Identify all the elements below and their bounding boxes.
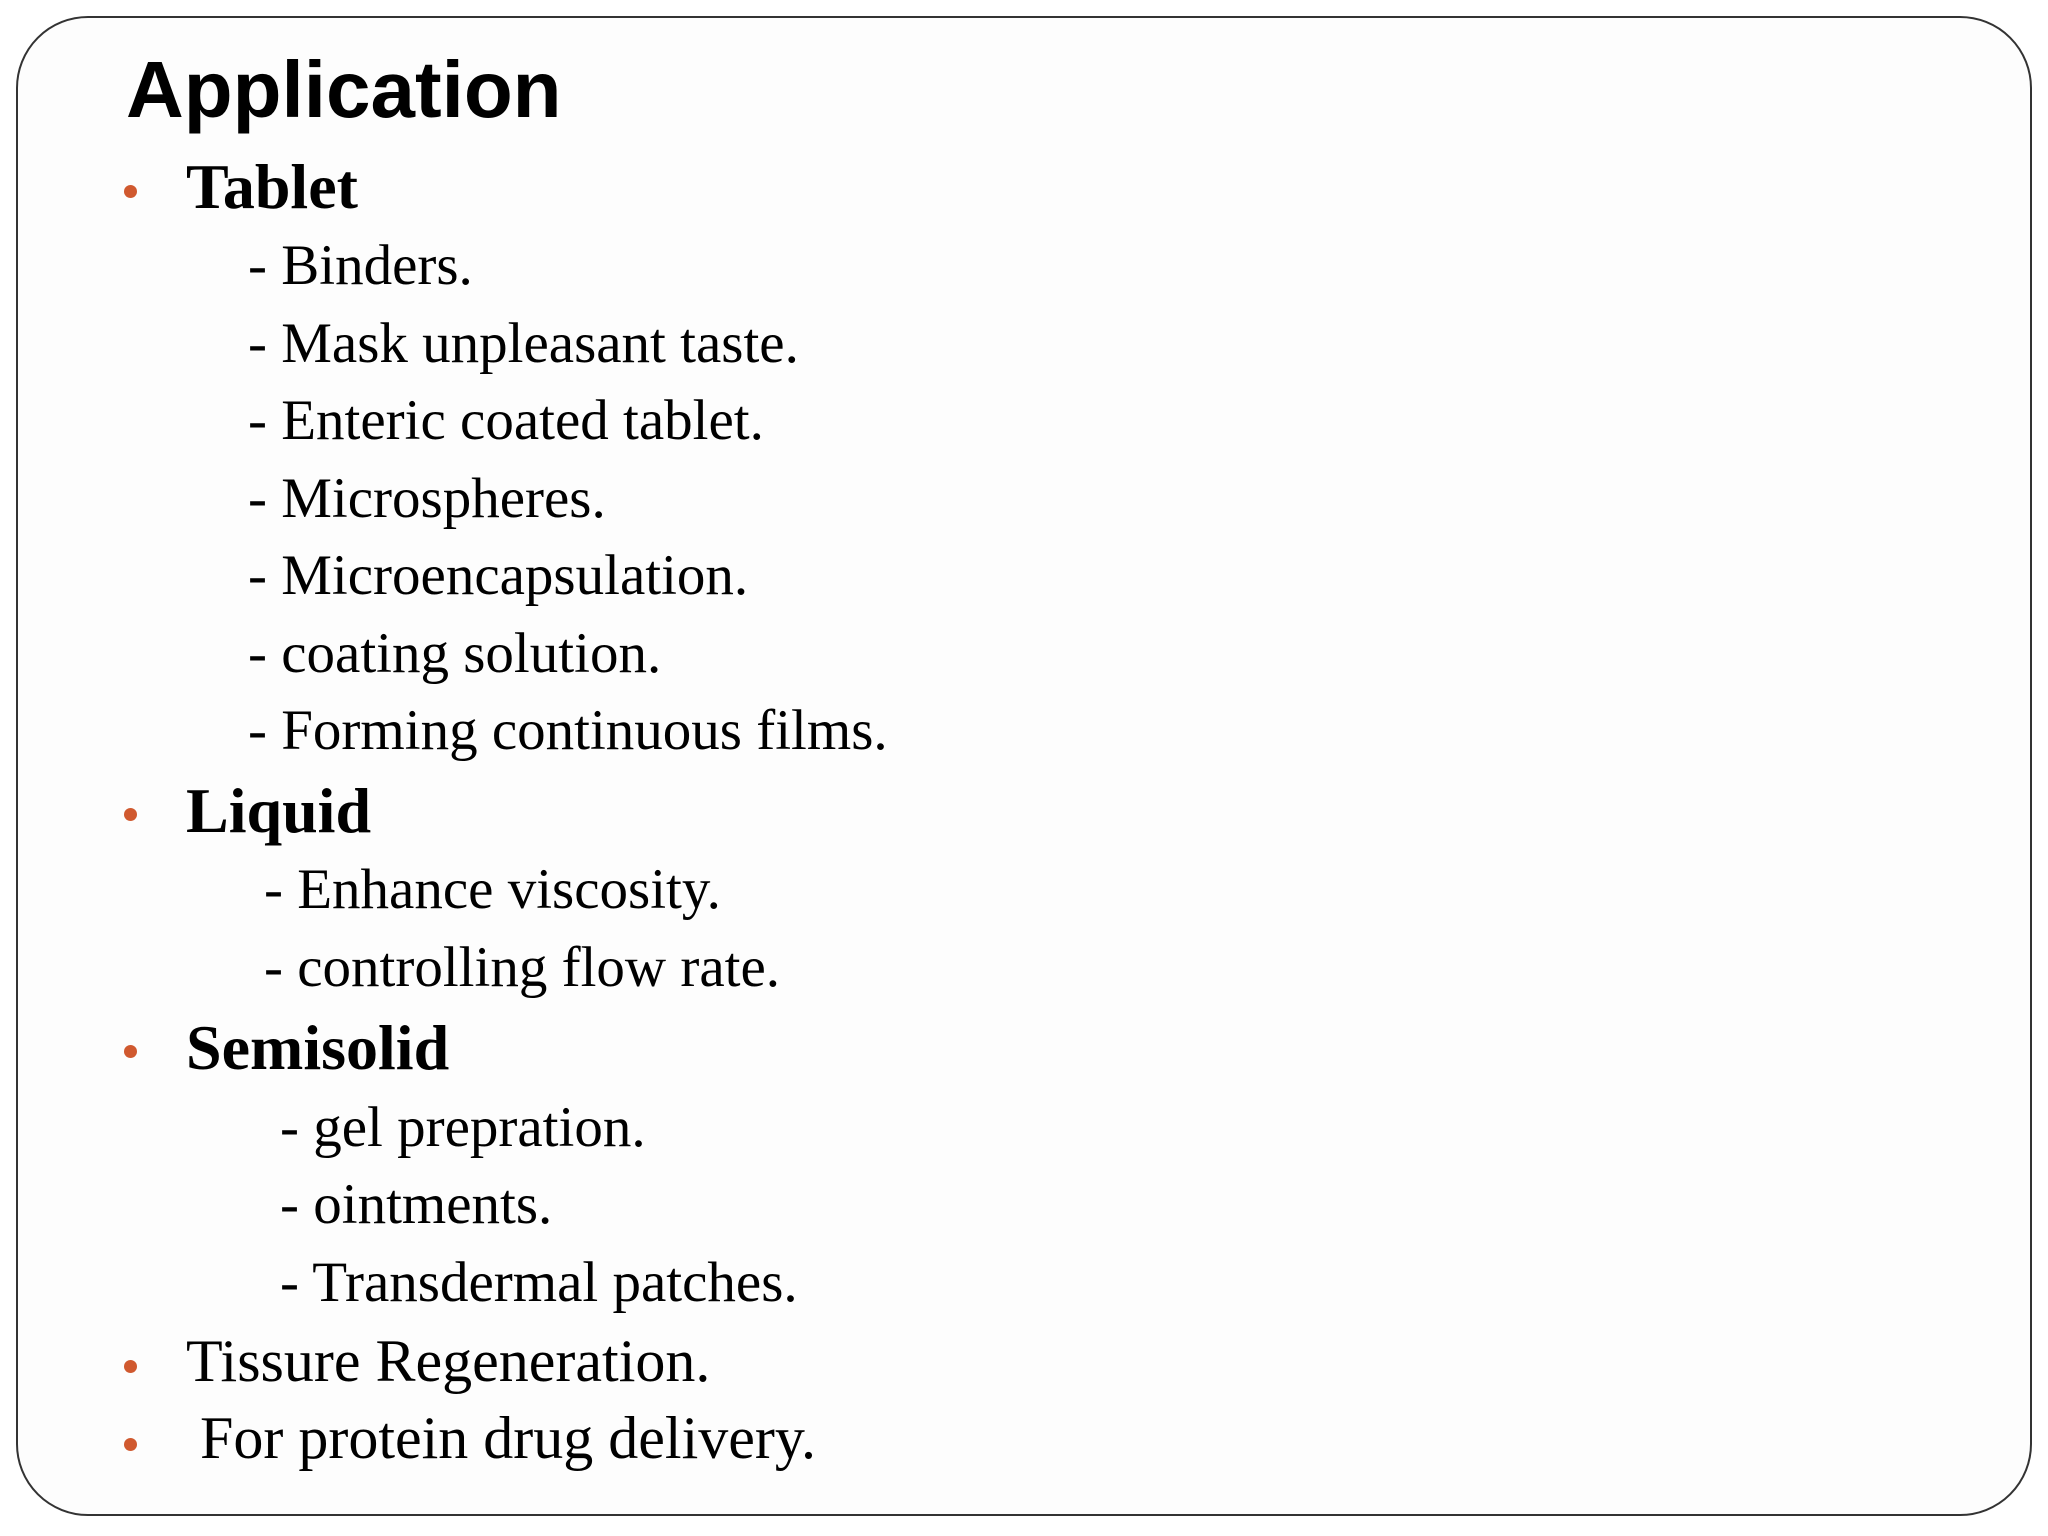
bullet-icon <box>124 1045 137 1058</box>
bullet-icon <box>124 185 137 198</box>
list-item: - Forming continuous films. <box>248 699 888 762</box>
bullet-tissue-regeneration: Tissure Regeneration. <box>186 1328 711 1394</box>
bullet-icon <box>124 1360 137 1373</box>
slide-title: Application <box>126 45 562 134</box>
section-heading-tablet: Tablet <box>186 151 358 222</box>
list-item: - controlling flow rate. <box>264 936 781 999</box>
bullet-icon <box>124 1438 137 1451</box>
list-item: - Microspheres. <box>248 467 606 530</box>
list-item: - Transdermal patches. <box>280 1251 798 1314</box>
bullet-protein-drug-delivery: For protein drug delivery. <box>200 1405 816 1471</box>
list-item: - Enhance viscosity. <box>264 858 721 921</box>
list-item: - Enteric coated tablet. <box>248 389 764 452</box>
section-heading-liquid: Liquid <box>186 775 372 846</box>
list-item: - Microencapsulation. <box>248 544 749 607</box>
bullet-icon <box>124 808 137 821</box>
list-item: - ointments. <box>280 1173 553 1236</box>
list-item: - Binders. <box>248 234 473 297</box>
list-item: - coating solution. <box>248 622 662 685</box>
list-item: - Mask unpleasant taste. <box>248 312 799 375</box>
section-heading-semisolid: Semisolid <box>186 1012 450 1083</box>
list-item: - gel prepration. <box>280 1096 646 1159</box>
